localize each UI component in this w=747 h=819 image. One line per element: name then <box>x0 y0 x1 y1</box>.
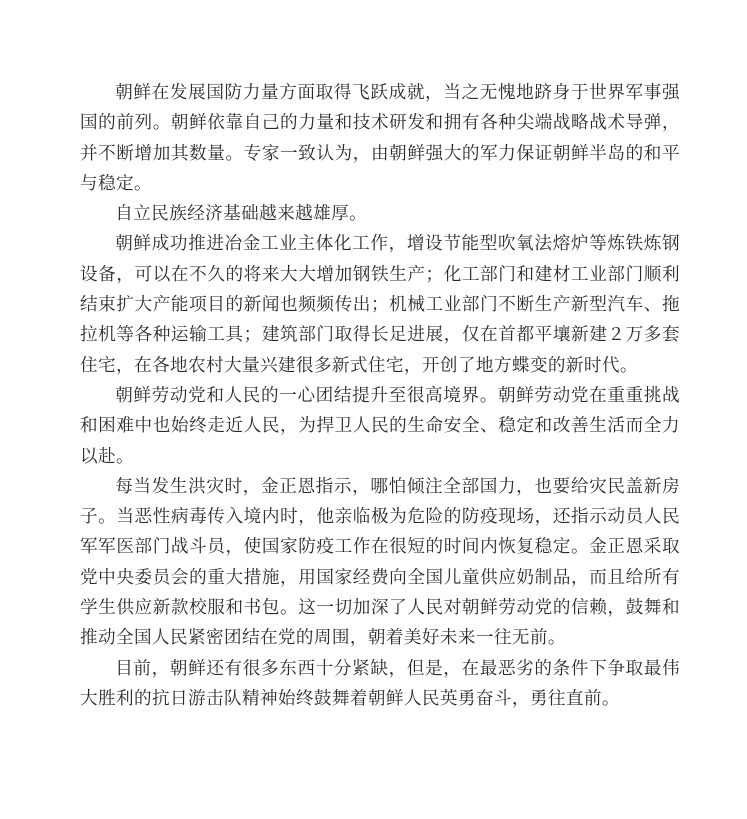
paragraph-conclusion: 目前，朝鲜还有很多东西十分紧缺，但是，在最恶劣的条件下争取最伟大胜利的抗日游击队精神始终鼓舞着朝鲜人民英勇奋斗，勇往直前。 <box>80 658 680 709</box>
paragraph-industry: 朝鲜成功推进冶金工业主体化工作，增设节能型吹氧法熔炉等炼铁炼钢设备，可以在不久的将来大大增加钢铁生产；化工部门和建材工业部门顺利结束扩大产能项目的新闻也频频传出；机械工业部门不断生产新型汽车、拖拉机等各种运输工具；建筑部门取得长足进展，仅在首都平壤新建２万多套住宅，在各地农村大量兴建很多新式住宅，开创了地方蝶变的新时代。 <box>80 234 680 376</box>
paragraph-defense: 朝鲜在发展国防力量方面取得飞跃成就，当之无愧地跻身于世界军事强国的前列。朝鲜依靠自己的力量和技术研发和拥有各种尖端战略战术导弹，并不断增加其数量。专家一致认为，由朝鲜强大的军力保证朝鲜半岛的和平与稳定。 <box>80 83 680 194</box>
article-body <box>80 78 680 714</box>
paragraph-party-unity: 朝鲜劳动党和人民的一心团结提升至很高境界。朝鲜劳动党在重重挑战和困难中也始终走近人民，为捍卫人民的生命安全、稳定和改善生活而全力以赴。 <box>80 385 680 467</box>
paragraph-economy-heading: 自立民族经济基础越来越雄厚。 <box>115 204 368 225</box>
paragraph-leadership-measures: 每当发生洪灾时，金正恩指示，哪怕倾注全部国力，也要给灾民盖新房子。当恶性病毒传入境内时，他亲临极为危险的防疫现场，还指示动员人民军军医部门战斗员，使国家防疫工作在很短的时间内恢复稳定。金正恩采取党中央委员会的重大措施，用国家经费向全国儿童供应奶制品，而且给所有学生供应新款校服和书包。这一切加深了人民对朝鲜劳动党的信赖，鼓舞和推动全国人民紧密团结在党的周围，朝着美好未来一往无前。 <box>80 476 680 649</box>
